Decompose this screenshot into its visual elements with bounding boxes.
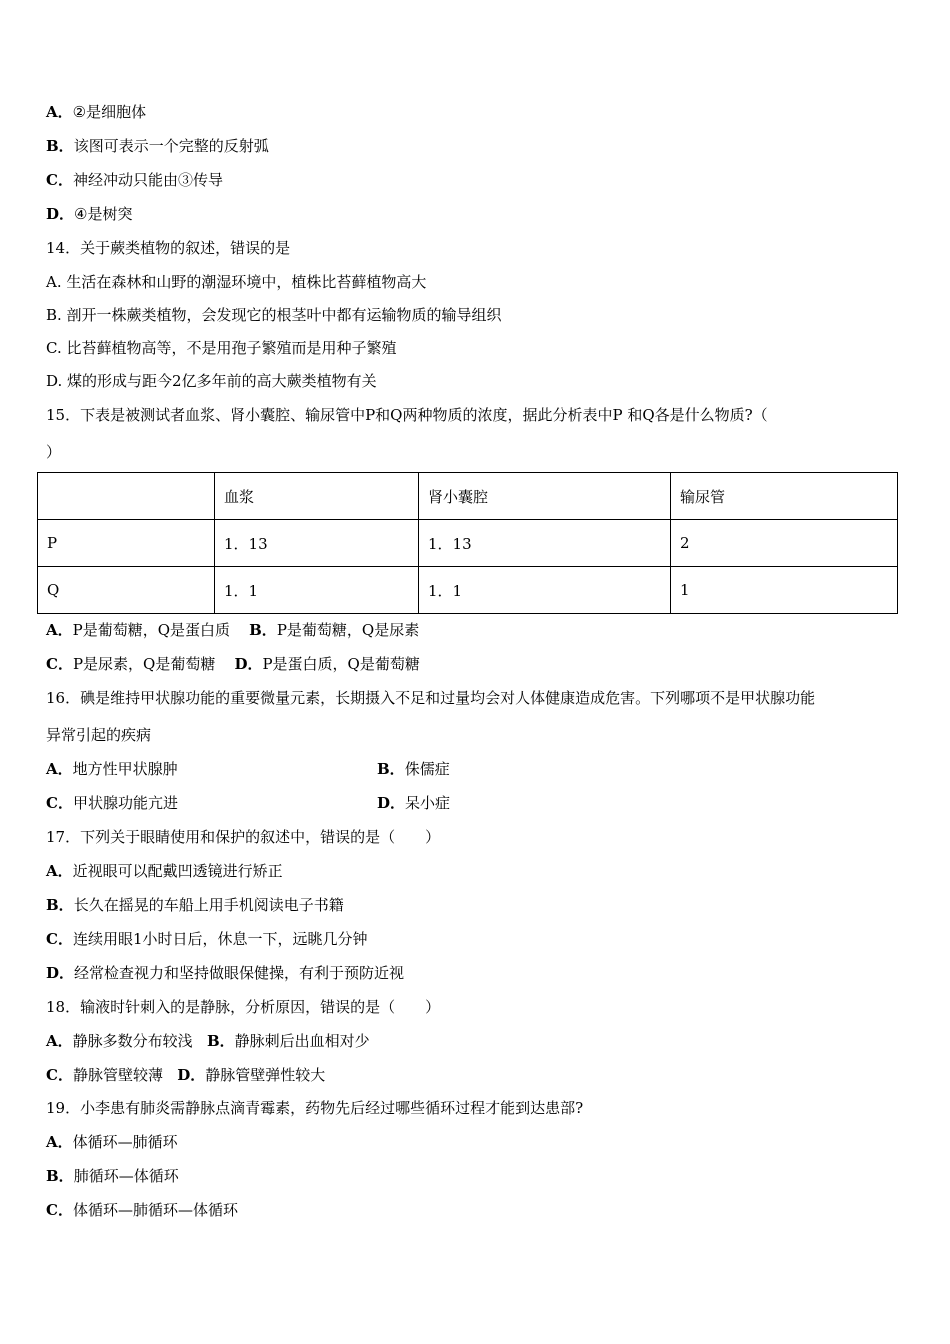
q15-options-line1: A．P是葡萄糖，Q是蛋白质 B．P是葡萄糖，Q是尿素 — [46, 621, 420, 639]
table-cell: P — [38, 520, 215, 567]
q19-option-a: A．体循环—肺循环 — [46, 1133, 178, 1151]
table-row — [38, 520, 898, 567]
q13-option-c: C．神经冲动只能由③传导 — [46, 171, 223, 189]
q17-option-b: B．长久在摇晃的车船上用手机阅读电子书籍 — [46, 896, 344, 914]
table-header-cell: 血浆 — [215, 473, 419, 520]
q19-stem: 19．小李患有肺炎需静脉点滴青霉素，药物先后经过哪些循环过程才能到达患部? — [46, 1099, 584, 1117]
q19-option-c: C．体循环—肺循环—体循环 — [46, 1201, 238, 1219]
table-cell: Q — [38, 567, 215, 614]
q14-option-a: A. 生活在森林和山野的潮湿环境中，植株比苔藓植物高大 — [46, 273, 427, 291]
q14-option-b: B. 剖开一株蕨类植物，会发现它的根茎叶中都有运输物质的输导组织 — [46, 306, 502, 324]
q15-stem-line2: ） — [46, 443, 62, 461]
table-cell: 1 — [671, 567, 898, 614]
q13-option-b: B．该图可表示一个完整的反射弧 — [46, 137, 269, 155]
table-header-cell: 输尿管 — [671, 473, 898, 520]
q19-option-b: B．肺循环—体循环 — [46, 1167, 179, 1185]
q18-stem: 18．输液时针刺入的是静脉，分析原因，错误的是（ ） — [46, 998, 441, 1016]
table-header-row — [38, 473, 898, 520]
concentration-table — [37, 472, 898, 614]
table-cell: 1．13 — [215, 520, 419, 567]
q16-stem-line1: 16．碘是维持甲状腺功能的重要微量元素，长期摄入不足和过量均会对人体健康造成危害。下列哪项不是甲状腺功能 — [46, 689, 816, 707]
q15-stem-line1: 15．下表是被测试者血浆、肾小囊腔、输尿管中P和Q两种物质的浓度，据此分析表中P 和Q各是什么物质?（ — [46, 406, 768, 424]
q16-stem-line2: 异常引起的疾病 — [46, 726, 152, 744]
q13-option-d: D．④是树突 — [46, 205, 133, 223]
table-cell: 2 — [671, 520, 898, 567]
table-row — [38, 567, 898, 614]
q17-option-a: A．近视眼可以配戴凹透镜进行矫正 — [46, 862, 283, 880]
table-cell: 1．13 — [419, 520, 671, 567]
q18-options-line1: A．静脉多数分布较浅 B．静脉刺后出血相对少 — [46, 1032, 370, 1050]
q17-stem: 17．下列关于眼睛使用和保护的叙述中，错误的是（ ） — [46, 828, 441, 846]
q18-options-line2: C．静脉管壁较薄 D．静脉管壁弹性较大 — [46, 1066, 326, 1084]
q13-option-a: A．②是细胞体 — [46, 103, 147, 121]
q14-stem: 14．关于蕨类植物的叙述，错误的是 — [46, 239, 291, 257]
q16-option-d: D．呆小症 — [377, 794, 451, 812]
q14-option-d: D. 煤的形成与距今2亿多年前的高大蕨类植物有关 — [46, 372, 377, 390]
q16-option-c: C．甲状腺功能亢进 — [46, 794, 178, 812]
table-header-cell — [38, 473, 215, 520]
table-header-cell: 肾小囊腔 — [419, 473, 671, 520]
q15-options-line2: C．P是尿素，Q是葡萄糖 D．P是蛋白质，Q是葡萄糖 — [46, 655, 420, 673]
table-cell: 1．1 — [215, 567, 419, 614]
q17-option-d: D．经常检查视力和坚持做眼保健操，有利于预防近视 — [46, 964, 405, 982]
q16-option-b: B．侏儒症 — [377, 760, 450, 778]
q17-option-c: C．连续用眼1小时日后，休息一下，远眺几分钟 — [46, 930, 368, 948]
q14-option-c: C. 比苔藓植物高等，不是用孢子繁殖而是用种子繁殖 — [46, 339, 397, 357]
q16-option-a: A．地方性甲状腺肿 — [46, 760, 178, 778]
table-cell: 1．1 — [419, 567, 671, 614]
